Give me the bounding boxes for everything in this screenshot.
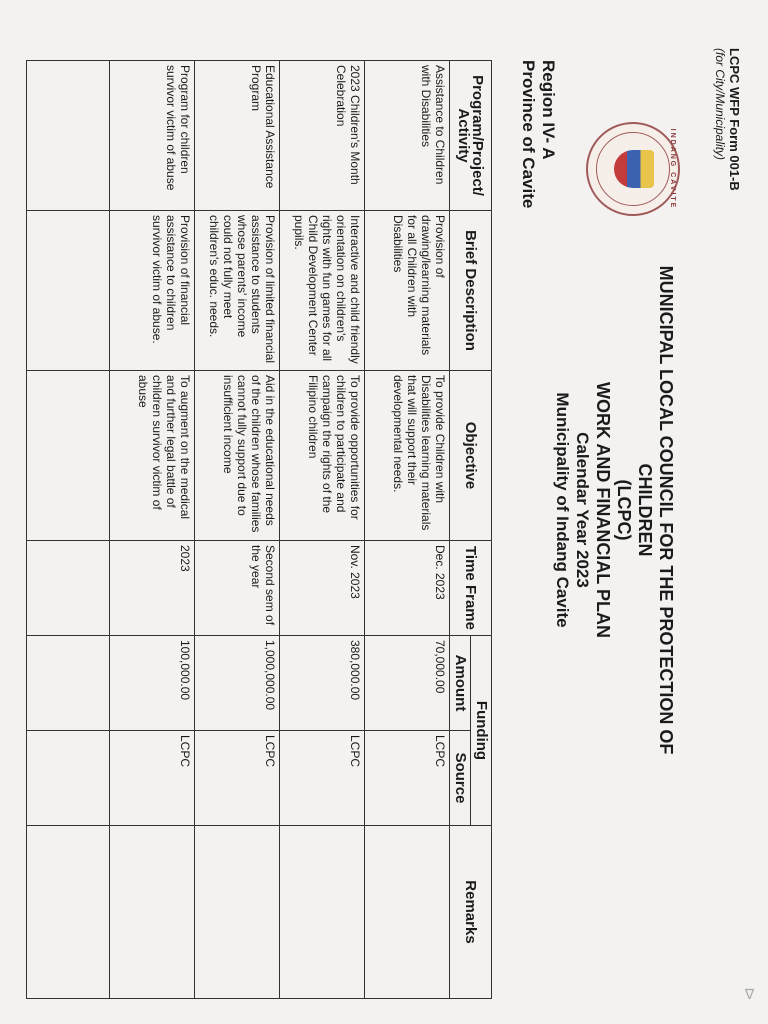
source-cell: LCPC xyxy=(280,731,365,826)
header-amount: Amount xyxy=(450,636,471,731)
table-row-empty xyxy=(27,61,110,999)
source-cell: LCPC xyxy=(195,731,280,826)
empty-cell xyxy=(27,61,110,211)
brief-cell: Provision of financial assistance to children survivor victim of abuse. xyxy=(110,211,195,371)
source-cell: LCPC xyxy=(110,731,195,826)
remarks-cell xyxy=(280,826,365,999)
amount-cell: 70,000.00 xyxy=(365,636,450,731)
remarks-cell xyxy=(195,826,280,999)
brief-cell: Interactive and child friendly orientation on children's rights with fun games for all Child Development Center pupils. xyxy=(280,211,365,371)
title-line-5: Municipality of Indang Cavite xyxy=(553,392,572,628)
empty-cell xyxy=(27,731,110,826)
objective-cell: To provide Children with Disabilities learning materials that will support their developmental needs. xyxy=(365,371,450,541)
source-cell: LCPC xyxy=(365,731,450,826)
empty-cell xyxy=(27,636,110,731)
title-line-3: WORK AND FINANCIAL PLAN xyxy=(593,382,613,638)
time-frame-cell: Dec. 2023 xyxy=(365,541,450,636)
form-identifier xyxy=(712,48,742,191)
document-title xyxy=(552,230,676,790)
amount-cell: 100,000.00 xyxy=(110,636,195,731)
time-frame-cell: Second sem of the year xyxy=(195,541,280,636)
header-time-frame: Time Frame xyxy=(450,541,492,636)
table-row xyxy=(110,61,195,999)
amount-cell: 380,000.00 xyxy=(280,636,365,731)
municipal-seal xyxy=(586,122,680,216)
title-line-2: (LCPC) xyxy=(614,479,634,541)
program-cell: Program for children survivor victim of abuse xyxy=(110,61,195,211)
program-cell: 2023 Children's Month Celebration xyxy=(280,61,365,211)
table-row xyxy=(280,61,365,999)
brief-cell: Provision of drawing/learning materials for all Children with Disabilities xyxy=(365,211,450,371)
seal-shield-icon xyxy=(614,150,654,188)
objective-cell: To provide opportunities for children to participate and campaign the rights of the Filipino children xyxy=(280,371,365,541)
header-brief-description: Brief Description xyxy=(450,211,492,371)
region-block xyxy=(518,60,558,208)
header-remarks: Remarks xyxy=(450,826,492,999)
remarks-cell xyxy=(110,826,195,999)
empty-cell xyxy=(27,826,110,999)
seal-text: INDANG CAVITE xyxy=(669,128,676,210)
corner-mark: ∇ xyxy=(744,986,755,1003)
header-program: Program/Project/ Activity xyxy=(450,61,492,211)
form-id-sub: (for City/Municipality) xyxy=(713,48,727,161)
remarks-cell xyxy=(365,826,450,999)
form-id-label: LCPC WFP Form 001-B xyxy=(727,48,742,191)
brief-cell: Provision of limited financial assistance to students whose parents' income could not fully meet children's educ. needs. xyxy=(195,211,280,371)
title-line-1: MUNICIPAL LOCAL COUNCIL FOR THE PROTECTION OF CHILDREN xyxy=(635,265,676,755)
empty-cell xyxy=(27,371,110,541)
time-frame-cell: Nov. 2023 xyxy=(280,541,365,636)
amount-cell: 1,000,000.00 xyxy=(195,636,280,731)
header-objective: Objective xyxy=(450,371,492,541)
header-funding: Funding xyxy=(471,636,492,826)
program-cell: Assistance to Children with Disabilities xyxy=(365,61,450,211)
region-label: Region IV- A xyxy=(539,60,558,160)
time-frame-cell: 2023 xyxy=(110,541,195,636)
table-row xyxy=(195,61,280,999)
title-line-4: Calendar Year 2023 xyxy=(573,432,592,588)
objective-cell: To augment on the medical and further legal battle of children survivor victim of abuse xyxy=(110,371,195,541)
objective-cell: Aid in the educational needs of the children whose families cannot fully support due to insufficient income xyxy=(195,371,280,541)
empty-cell xyxy=(27,211,110,371)
program-cell: Educational Assistance Program xyxy=(195,61,280,211)
table-row xyxy=(365,61,450,999)
empty-cell xyxy=(27,541,110,636)
header-source: Source xyxy=(450,731,471,826)
province-label: Province of Cavite xyxy=(519,60,538,209)
work-financial-plan-table xyxy=(26,60,492,999)
